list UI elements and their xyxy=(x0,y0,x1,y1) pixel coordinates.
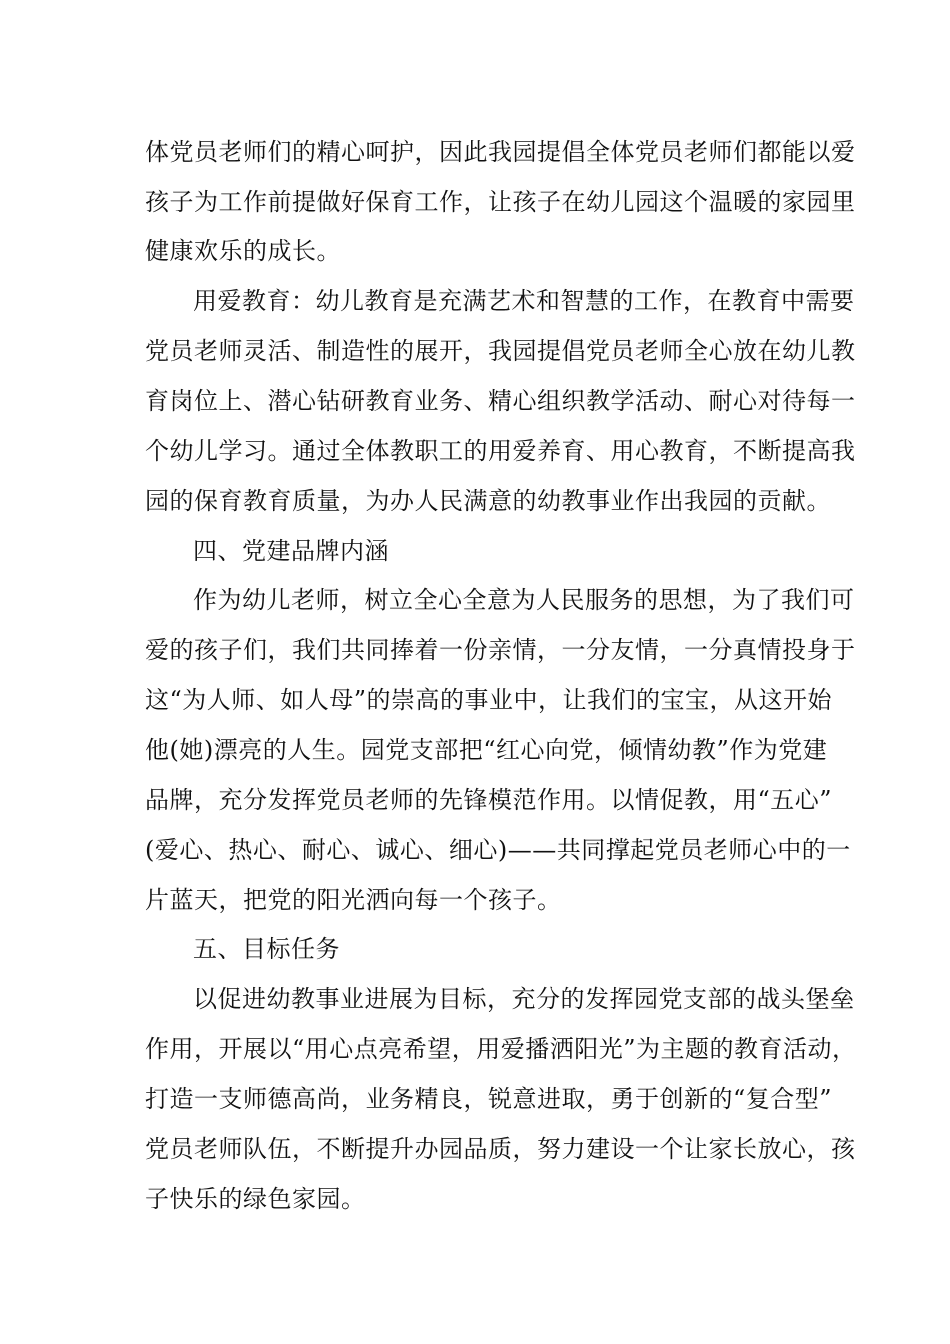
text-line: 品牌，充分发挥党员老师的先锋模范作用。以情促教，用“五心” xyxy=(145,786,833,814)
text-line: 党员老师队伍，不断提升办园品质，努力建设一个让家长放心，孩 xyxy=(145,1135,856,1163)
text-line: 片蓝天，把党的阳光洒向每一个孩子。 xyxy=(145,886,562,914)
text-line: 爱的孩子们，我们共同捧着一份亲情，一分友情，一分真情投身于 xyxy=(145,636,856,664)
text-line: 孩子为工作前提做好保育工作，让孩子在幼儿园这个温暖的家园里 xyxy=(145,188,856,216)
text-line: (爱心、热心、耐心、诚心、细心)——共同撑起党员老师心中的一 xyxy=(145,836,851,864)
section-heading: 五、目标任务 xyxy=(193,935,340,963)
paragraph-start-line: 作为幼儿老师，树立全心全意为人民服务的思想，为了我们可 xyxy=(193,586,855,614)
text-line: 打造一支师德高尚，业务精良，锐意进取，勇于创新的“复合型” xyxy=(145,1085,833,1113)
text-line: 个幼儿学习。通过全体教职工的用爱养育、用心教育，不断提高我 xyxy=(145,437,856,465)
section-heading: 四、党建品牌内涵 xyxy=(193,537,389,565)
text-line: 体党员老师们的精心呵护，因此我园提倡全体党员老师们都能以爱 xyxy=(145,138,856,166)
text-line: 园的保育教育质量，为办人民满意的幼教事业作出我园的贡献。 xyxy=(145,487,831,515)
paragraph-start-line: 以促进幼教事业进展为目标，充分的发挥园党支部的战头堡垒 xyxy=(193,985,855,1013)
text-line: 子快乐的绿色家园。 xyxy=(145,1185,366,1213)
text-line: 党员老师灵活、制造性的展开，我园提倡党员老师全心放在幼儿教 xyxy=(145,337,856,365)
text-line: 他(她)漂亮的人生。园党支部把“红心向党，倾情幼教”作为党建 xyxy=(145,736,828,764)
text-line: 作用，开展以“用心点亮希望，用爱播洒阳光”为主题的教育活动， xyxy=(145,1035,857,1063)
paragraph-start-line: 用爱教育：幼儿教育是充满艺术和智慧的工作，在教育中需要 xyxy=(193,287,855,315)
text-line: 健康欢乐的成长。 xyxy=(145,237,341,265)
text-line: 这“为人师、如人母”的崇高的事业中，让我们的宝宝，从这开始 xyxy=(145,686,833,714)
text-line: 育岗位上、潜心钻研教育业务、精心组织教学活动、耐心对待每一 xyxy=(145,387,856,415)
